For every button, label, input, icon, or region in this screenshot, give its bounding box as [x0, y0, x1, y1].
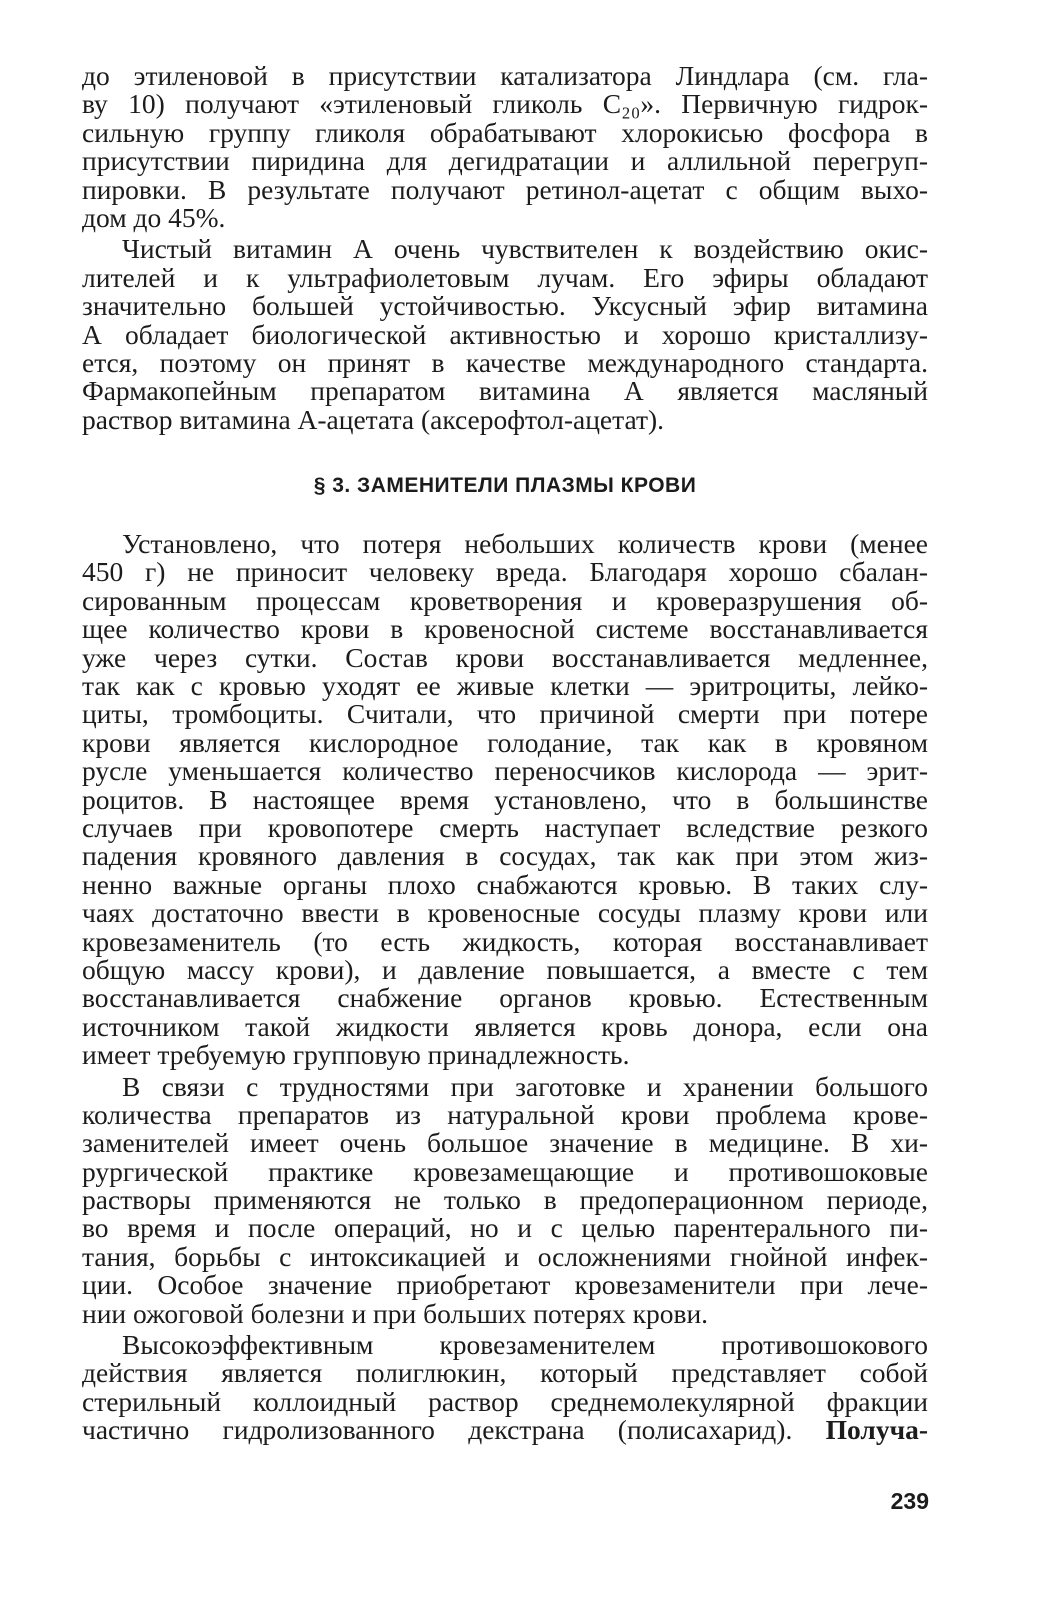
- paragraph: [82, 530, 928, 1069]
- text-line: случаев при кровопотере смерть наступает вследствие резкого: [82, 811, 928, 843]
- section-heading: § 3. ЗАМЕНИТЕЛИ ПЛАЗМЫ КРОВИ: [313, 474, 697, 498]
- text-line: восстанавливается снабжение органов кровью. Естественным: [82, 982, 928, 1014]
- text-line: уже через сутки. Состав крови восстанавливается медленнее,: [82, 641, 928, 673]
- text-line: растворы применяются не только в предоперационном периоде,: [82, 1184, 928, 1216]
- text-line: [82, 1416, 928, 1444]
- text-line: сильную группу гликоля обрабатывают хлорокисью фосфора в: [82, 116, 928, 148]
- text-line: А обладает биологической активностью и хорошо кристаллизу-: [82, 318, 928, 350]
- text-line: раствор витамина А-ацетата (аксерофтол-ацетат).: [82, 403, 665, 435]
- text-line: крови является кислородное голодание, так как в кровяном: [82, 726, 928, 758]
- text-line: чаях достаточно ввести в кровеносные сосуды плазму крови или: [82, 897, 928, 929]
- text-line: так как с кровью уходят ее живые клетки — эритроциты, лейко-: [82, 670, 928, 702]
- text-line: ву 10) получают «этиленовый гликоль C₂₀». Первичную гидрок-: [82, 88, 928, 120]
- paragraph: [82, 62, 928, 232]
- text-line: Установлено, что потеря небольших количеств крови (менее: [122, 528, 928, 560]
- text-line: во время и после операций, но и с целью парентерального пи-: [82, 1212, 928, 1244]
- text-line: циты, тромбоциты. Считали, что причиной смерти при потере: [82, 698, 928, 730]
- text-line: количества препаратов из натуральной крови проблема крове-: [82, 1098, 928, 1130]
- text-line: дом до 45%.: [82, 201, 226, 233]
- text-line: ется, поэтому он принят в качестве международного стандарта.: [82, 346, 928, 378]
- page-number: 239: [890, 1488, 929, 1514]
- text-line: общую массу крови), и давление повышается, а вместе с тем: [82, 953, 928, 985]
- text-line: Высокоэффективным кровезаменителем противошокового: [122, 1329, 928, 1361]
- text-line: 450 г) не приносит человеку вреда. Благодаря хорошо сбалан-: [82, 556, 928, 588]
- text-line: тания, борьбы с интоксикацией и осложнениями гнойной инфек-: [82, 1240, 928, 1272]
- text-line: Фармакопейным препаратом витамина А является масляный: [82, 375, 928, 407]
- text-line: нии ожоговой болезни и при больших потерях крови.: [82, 1297, 709, 1329]
- paragraph: [82, 1331, 928, 1445]
- text-line: до этиленовой в присутствии катализатора Линдлара (см. гла-: [82, 60, 928, 91]
- text-line: рургической практике кровезамещающие и противошоковые: [82, 1155, 928, 1187]
- text-line: пировки. В результате получают ретинол-ацетат с общим выхо-: [82, 173, 928, 205]
- text-line: роцитов. В настоящее время установлено, что в большинстве: [82, 783, 928, 815]
- bold-fragment: Получа-: [825, 1414, 928, 1446]
- text-line: значительно большей устойчивостью. Уксусный эфир витамина: [82, 290, 928, 322]
- text-fragment: частично гидролизованного декстрана (полисахарид).: [82, 1414, 793, 1446]
- paragraph: [82, 235, 928, 434]
- text-line: ции. Особое значение приобретают кровезаменители при лече-: [82, 1269, 928, 1301]
- text-line: стерильный коллоидный раствор среднемолекулярной фракции: [82, 1385, 928, 1417]
- text-line: ненно важные органы плохо снабжаются кровью. В таких слу-: [82, 868, 928, 900]
- paragraph: [82, 1070, 928, 1329]
- text-line: лителей и к ультрафиолетовым лучам. Его эфиры обладают: [82, 261, 928, 293]
- text-line: падения кровяного давления в сосудах, так как при этом жиз-: [82, 840, 928, 872]
- text-line: заменителей имеет очень большое значение в медицине. В хи-: [82, 1127, 928, 1159]
- text-line: сированным процессам кроветворения и кроверазрушения об-: [82, 584, 928, 616]
- text-line: щее количество крови в кровеносной системе восстанавливается: [82, 613, 928, 645]
- text-line: источником такой жидкости является кровь донора, если она: [82, 1010, 928, 1042]
- text-line: действия является полиглюкин, который представляет собой: [82, 1357, 928, 1389]
- text-line: имеет требуемую групповую принадлежность.: [82, 1039, 630, 1071]
- text-line: В связи с трудностями при заготовке и хранении большого: [122, 1070, 928, 1102]
- text-line: Чистый витамин А очень чувствителен к воздействию окис-: [122, 233, 928, 265]
- text-line: кровезаменитель (то есть жидкость, которая восстанавливает: [82, 925, 928, 957]
- text-line: русле уменьшается количество переносчиков кислорода — эрит-: [82, 755, 928, 787]
- text-line: присутствии пиридина для дегидратации и аллильной перегруп-: [82, 145, 928, 177]
- page-body: [82, 62, 928, 1448]
